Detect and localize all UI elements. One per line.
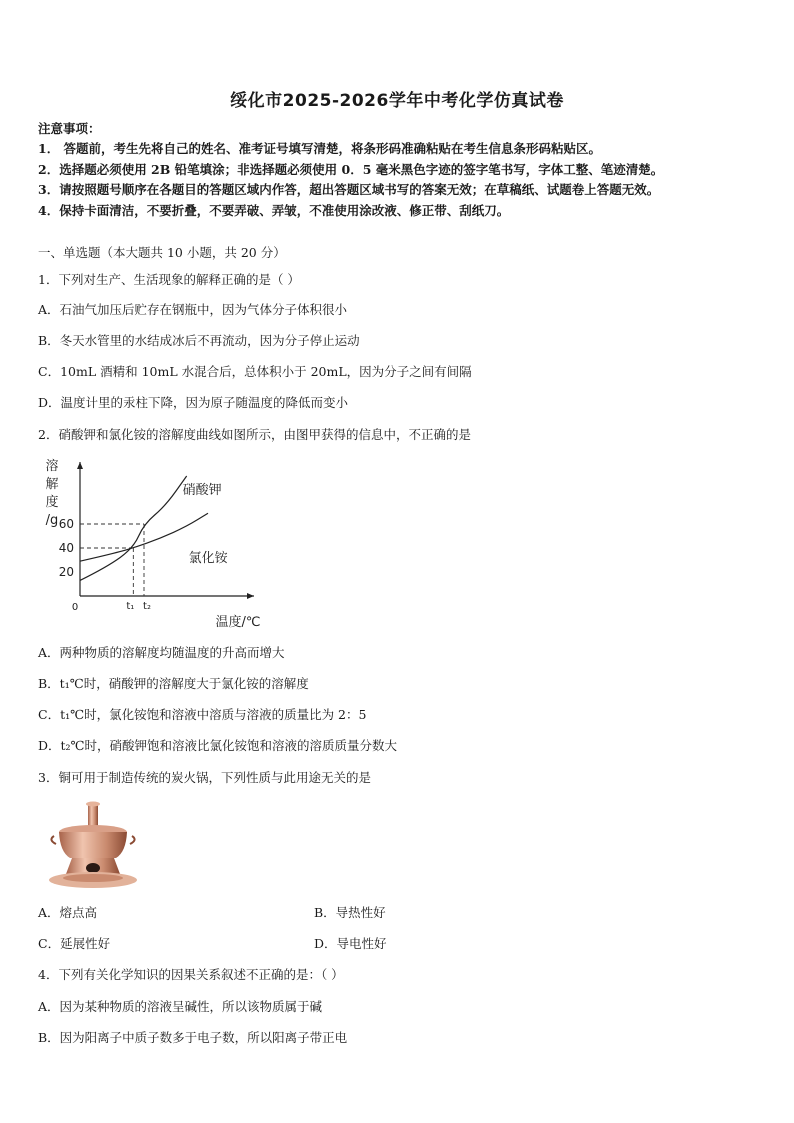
q2-option-d: D．t₂℃时，硝酸钾饱和溶液比氯化铵饱和溶液的溶质质量分数大 [38, 738, 398, 753]
solubility-chart [40, 456, 260, 636]
notice-item-1: 1． 答题前，考生先将自己的姓名、准考证号填写清楚，将条形码准确粘贴在考生信息条形码粘贴区。 [38, 141, 602, 156]
series-label: 氯化铵 [188, 551, 228, 566]
q3-option-a: A．熔点高 [38, 905, 98, 920]
q3-stem: 3．铜可用于制造传统的炭火锅，下列性质与此用途无关的是 [38, 770, 371, 785]
right-handle [130, 836, 135, 844]
y-axis-label: 度 [45, 495, 59, 510]
q3-option-d: D．导电性好 [314, 936, 387, 951]
y-axis-arrow [77, 462, 83, 469]
q4-stem: 4．下列有关化学知识的因果关系叙述不正确的是：（ ） [38, 967, 344, 982]
x-tick-label: t₂ [143, 601, 151, 612]
q1-stem: 1．下列对生产、生活现象的解释正确的是（ ） [38, 272, 300, 287]
q2-option-c: C．t₁℃时，氯化铵饱和溶液中溶质与溶液的质量比为 2：5 [38, 707, 367, 722]
notice-item-3: 3．请按照题号顺序在各题目的答题区域内作答，超出答题区域书写的答案无效；在草稿纸、试题卷上答题无效。 [38, 182, 660, 197]
q2-option-a: A．两种物质的溶解度均随温度的升高而增大 [38, 645, 285, 660]
q3-option-b: B．导热性好 [314, 905, 386, 920]
q3-option-c: C．延展性好 [38, 936, 111, 951]
x-axis-arrow [247, 593, 254, 599]
series-label: 硝酸钾 [182, 483, 222, 498]
q2-stem: 2．硝酸钾和氯化铵的溶解度曲线如图所示，由图甲获得的信息中，不正确的是 [38, 427, 471, 442]
copper-hotpot-image [44, 800, 144, 892]
y-tick-label: 40 [58, 541, 74, 555]
y-axis-label: /g [45, 513, 59, 528]
x-axis-label: 温度/℃ [215, 615, 260, 630]
chimney-top [86, 802, 100, 807]
q4-option-b: B．因为阳离子中质子数多于电子数，所以阳离子带正电 [38, 1030, 348, 1045]
y-tick-label: 60 [58, 517, 74, 531]
page-title: 绥化市2025-2026学年中考化学仿真试卷 [230, 91, 564, 111]
y-axis-label: 溶 [45, 459, 59, 474]
q1-option-c: C．10mL 酒精和 10mL 水混合后，总体积小于 20mL，因为分子之间有间隔 [38, 364, 472, 379]
notice-item-2: 2．选择题必须使用 2B 铅笔填涂；非选择题必须使用 0．5 毫米黑色字迹的签字笔书写，字体工整、笔迹清楚。 [38, 162, 664, 177]
q1-option-a: A．石油气加压后贮存在钢瓶中，因为气体分子体积很小 [38, 302, 348, 317]
x-tick-label: t₁ [126, 601, 135, 612]
q2-option-b: B．t₁℃时，硝酸钾的溶解度大于氯化铵的溶解度 [38, 676, 309, 691]
q1-option-d: D．温度计里的汞柱下降，因为原子随温度的降低而变小 [38, 395, 349, 410]
section-heading: 一、单选题（本大题共 10 小题，共 20 分） [38, 245, 286, 260]
q4-option-a: A．因为某种物质的溶液呈碱性，所以该物质属于碱 [38, 999, 323, 1014]
left-handle [51, 836, 56, 844]
y-axis-label: 解 [45, 477, 59, 492]
pot-body [59, 832, 127, 858]
notice-heading: 注意事项： [38, 121, 101, 136]
fire-opening [86, 863, 100, 873]
q1-option-b: B．冬天水管里的水结成冰后不再流动，因为分子停止运动 [38, 333, 360, 348]
origin-label: 0 [71, 602, 79, 613]
y-tick-label: 20 [58, 565, 74, 579]
notice-item-4: 4．保持卡面清洁，不要折叠，不要弄破、弄皱，不准使用涂改液、修正带、刮纸刀。 [38, 203, 510, 218]
